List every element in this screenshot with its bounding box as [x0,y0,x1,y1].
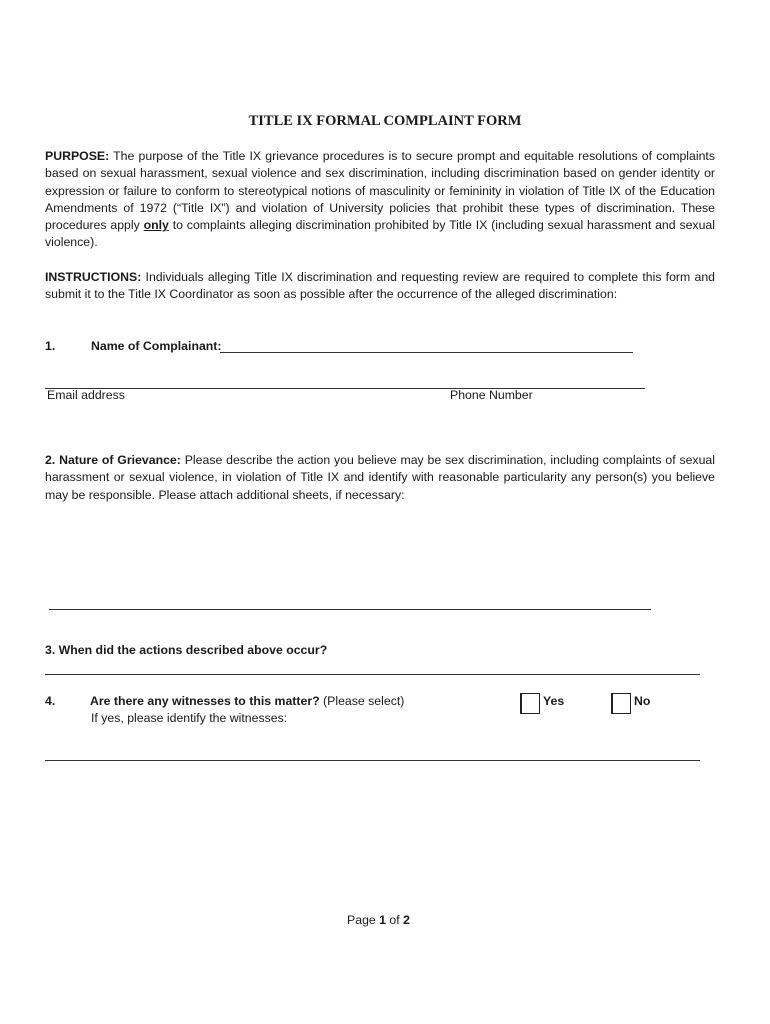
yes-label: Yes [543,694,565,708]
purpose-paragraph [45,148,715,252]
q4-followup: If yes, please identify the witnesses: [91,711,288,725]
page-total: 2 [403,913,410,927]
q4-question [90,694,404,708]
no-checkbox[interactable] [611,693,631,714]
instructions-text: Individuals alleging Title IX discrimination and requesting review are required to complete this form and submit it to the Title IX Coordinator as soon as possible after the occurrence of the alleged discrimination: [45,270,715,302]
page-prefix: Page [347,913,380,927]
q2-label: 2. Nature of Grievance: [45,453,181,467]
q2-text: Please describe the action you believe may be sex discrimination, including complaints of sexual harassment or sexual violence, in violation of Title IX and identify with reasonable particularity any person(s) you believe may be responsible. Please attach additional sheets, if necessary: [45,453,715,502]
page-number [0,913,757,927]
q2-paragraph [45,452,715,504]
occurrence-date-field[interactable] [45,674,700,675]
witnesses-field[interactable] [45,760,700,761]
q3-label: 3. When did the actions described above occur? [45,643,328,657]
instructions-paragraph [45,269,715,304]
purpose-label: PURPOSE: [45,149,110,163]
grievance-answer-field[interactable] [49,609,651,610]
q4-number: 4. [45,694,56,708]
purpose-text-1: The purpose of the Title IX grievance procedures is to secure prompt and equitable resolutions of complaints based on sexual harassment, sexual violence and sex discrimination, including discrimination based on gender identity or expression or failure to conform to stereotypical notions of masculinity or femininity in violation of Title IX of the Education Amendments of 1972 (“Title IX”) and violation of University policies that prohibit these types of discrimination. These procedures apply [45,149,715,233]
page-of: of [386,913,404,927]
q4-note: (Please select) [319,694,405,708]
form-title: TITLE IX FORMAL COMPLAINT FORM [248,113,522,129]
q1-label: Name of Complainant: [91,339,222,353]
q4-label: Are there any witnesses to this matter? [90,694,320,708]
purpose-emphasis: only [143,218,169,233]
complainant-name-field[interactable] [220,352,633,353]
q1-number: 1. [45,339,56,353]
purpose-text-2: to complaints alleging discrimination prohibited by Title IX (including sexual harassment and sexual violence). [45,218,715,250]
no-label: No [634,694,651,708]
contact-field-line[interactable] [45,388,645,389]
yes-checkbox[interactable] [520,693,540,714]
instructions-label: INSTRUCTIONS: [45,270,142,284]
page-current: 1 [379,913,387,927]
phone-label: Phone Number [450,388,533,402]
email-label: Email address [47,388,125,402]
